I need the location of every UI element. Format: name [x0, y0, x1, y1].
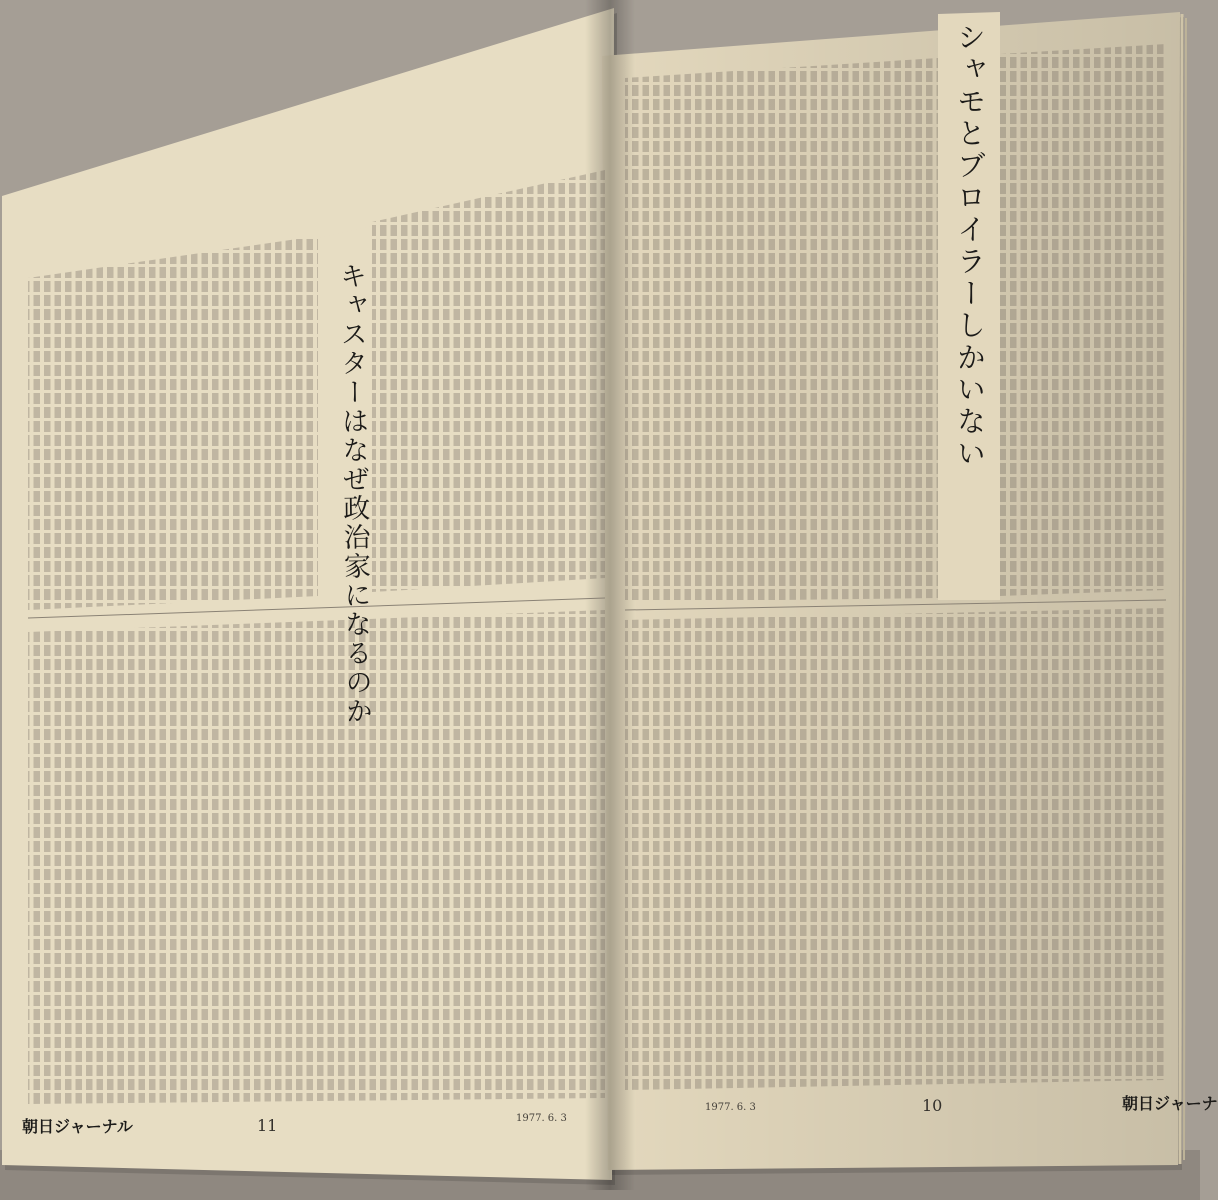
article-headline-right: シャモとブロイラーしかいない — [953, 22, 987, 470]
article-headline-left: キャスターはなぜ政治家になるのか — [334, 261, 373, 727]
page-number-right: 10 — [922, 1096, 943, 1115]
page-number-left: 11 — [257, 1116, 278, 1135]
magazine-name-right: 朝日ジャーナ — [1122, 1094, 1218, 1113]
magazine-name-left: 朝日ジャーナル — [22, 1117, 133, 1136]
issue-date-right: 1977. 6. 3 — [705, 1102, 756, 1113]
issue-date-left: 1977. 6. 3 — [516, 1113, 567, 1124]
